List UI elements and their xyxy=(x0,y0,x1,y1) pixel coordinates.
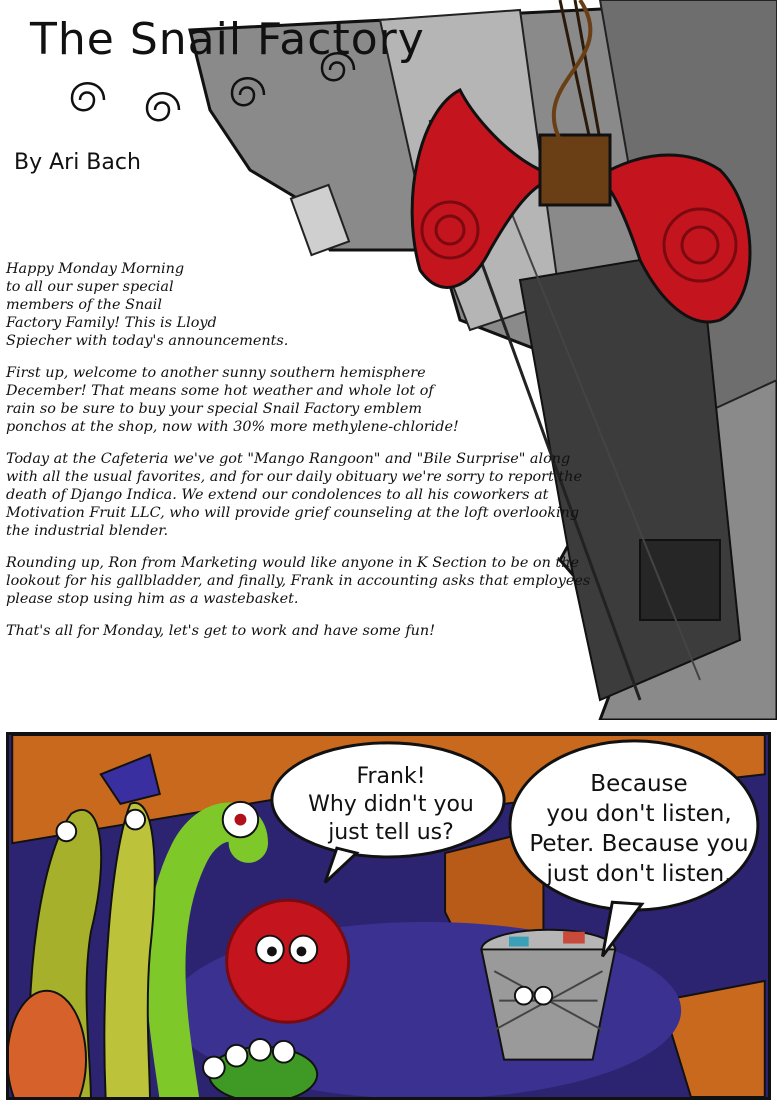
speech-bubble-2 xyxy=(509,741,769,961)
announcement-greeting: Happy Monday Morning to all our super special members of the Snail Factory Family! This is Lloyd Spiecher with today's announcements. xyxy=(6,261,289,349)
speech-bubble-1-text: Frank! Why didn't you just tell us? xyxy=(308,764,474,845)
announcement-weather: First up, welcome to another sunny southern hemisphere December! That means some hot weather and whole lot of rain so be sure to buy your special Snail Factory emblem ponchos at the shop, now with 30% more methylene-chloride! xyxy=(6,365,459,435)
announcement-text xyxy=(6,260,606,654)
speech-bubble-1 xyxy=(271,745,511,875)
announcement-roundup: Rounding up, Ron from Marketing would like anyone in K Section to be on the lookout for his gallbladder, and finally, Frank in accounting asks that employees please stop using him as a wastebasket. xyxy=(6,555,591,607)
comic-title: The Snail Factory xyxy=(30,14,425,65)
red-fuzzball xyxy=(227,900,349,1022)
announcement-cafeteria: Today at the Cafeteria we've got "Mango Rangoon" and "Bile Surprise" along with all the usual favorites, and for our daily obituary we're sorry to report the death of Django Indica. We extend our condolences to all his coworkers at Motivation Fruit LLC, who will provide grief counseling at the loft overlooking the industrial blender. xyxy=(6,451,582,539)
speech-bubble-2-text: Because you don't listen, Peter. Because you just don't listen. xyxy=(529,771,749,887)
announcement-closing: That's all for Monday, let's get to work and have some fun! xyxy=(6,623,435,639)
bottom-panel xyxy=(6,732,771,1100)
comic-byline: By Ari Bach xyxy=(14,150,141,175)
